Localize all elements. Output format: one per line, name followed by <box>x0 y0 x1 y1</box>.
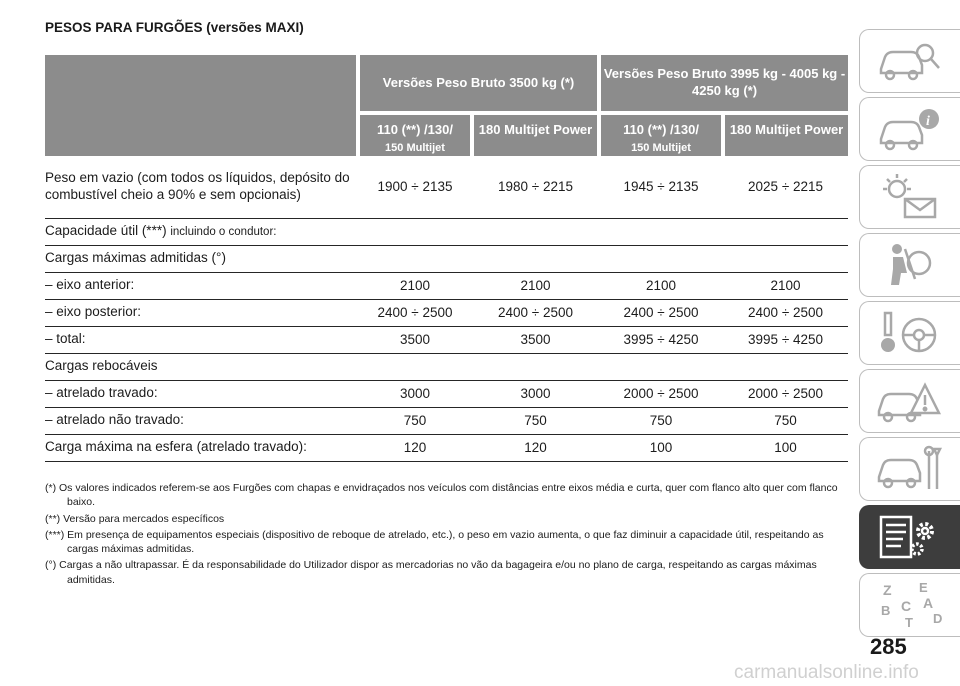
header-engine: 110 (**) /130/ 150 Multijet <box>358 113 472 156</box>
header-engine: 180 Multijet Power <box>723 113 848 156</box>
index-letter: E <box>919 580 928 595</box>
table-row <box>45 434 848 461</box>
cell-value: 2100 <box>472 272 599 299</box>
table-row <box>45 407 848 434</box>
table-row <box>45 218 848 245</box>
tab-technical-data[interactable] <box>859 505 960 569</box>
cell-value: 2100 <box>723 272 848 299</box>
footnotes <box>45 481 853 589</box>
key-steering-wheel-icon <box>875 307 945 359</box>
tab-maintenance[interactable] <box>859 437 960 501</box>
alphabetical-index-icon <box>875 579 945 631</box>
cell-value: 1980 ÷ 2215 <box>472 156 599 218</box>
cell-value: 2000 ÷ 2500 <box>599 380 723 407</box>
tab-alphabetical-index[interactable] <box>859 573 960 637</box>
cell-value: 3995 ÷ 4250 <box>599 326 723 353</box>
watermark: carmanualsonline.info <box>734 662 919 683</box>
cell-value: 750 <box>358 407 472 434</box>
table-row <box>45 245 848 272</box>
row-label: – eixo anterior: <box>45 272 358 299</box>
tab-warning-lights[interactable] <box>859 165 960 229</box>
table-row <box>45 353 848 380</box>
tab-emergency[interactable] <box>859 369 960 433</box>
footnote: (*) Os valores indicados referem-se aos Furgões com chapas e envidraçados nos veículos com distâncias entre eixos média e curta, quer com flanco alto quer com flanco baixo. <box>45 482 838 509</box>
tab-car-search[interactable] <box>859 29 960 93</box>
page-title: PESOS PARA FURGÕES (versões MAXI) <box>45 20 304 35</box>
header-group-3995: Versões Peso Bruto 3995 kg - 4005 kg - 4250 kg (*) <box>599 55 848 113</box>
header-blank-cell <box>45 55 358 156</box>
row-label: Carga máxima na esfera (atrelado travado): <box>45 434 358 461</box>
footnote: (***) Em presença de equipamentos especiais (dispositivo de reboque de atrelado, etc.), o peso em vazio aumenta, o que faz diminuir a capacidade útil, respeitando as cargas máximas admitidas. <box>45 528 824 556</box>
cell-value: 3000 <box>472 380 599 407</box>
tab-safety[interactable] <box>859 233 960 297</box>
cell-value: 2000 ÷ 2500 <box>723 380 848 407</box>
svg-text:i: i <box>926 114 930 129</box>
cell-value: 750 <box>472 407 599 434</box>
cell-value: 750 <box>723 407 848 434</box>
warning-lights-mail-icon <box>875 171 945 223</box>
table-row <box>45 156 848 218</box>
cell-value: 100 <box>723 434 848 461</box>
cell-value: 120 <box>472 434 599 461</box>
header-engine: 180 Multijet Power <box>472 113 599 156</box>
index-letter: B <box>881 603 891 618</box>
chapter-tabs <box>859 29 960 641</box>
car-info-icon <box>875 103 945 155</box>
index-letter: C <box>901 598 912 614</box>
cell-value: 2400 ÷ 2500 <box>472 299 599 326</box>
row-label: – total: <box>45 326 358 353</box>
cell-value: 750 <box>599 407 723 434</box>
cell-value: 2400 ÷ 2500 <box>723 299 848 326</box>
table-row <box>45 326 848 353</box>
cell-value: 3500 <box>472 326 599 353</box>
page-number: 285 <box>870 634 907 659</box>
weights-table <box>45 55 848 462</box>
index-letter: T <box>905 615 913 630</box>
header-engine: 110 (**) /130/ 150 Multijet <box>599 113 723 156</box>
tab-starting-driving[interactable] <box>859 301 960 365</box>
car-search-icon <box>875 35 945 87</box>
cell-value: 1900 ÷ 2135 <box>358 156 472 218</box>
index-letter: Z <box>883 582 892 598</box>
table-row <box>45 272 848 299</box>
footnote: (**) Versão para mercados específicos <box>45 512 225 525</box>
cell-value: 3000 <box>358 380 472 407</box>
cell-value: 2100 <box>599 272 723 299</box>
index-letter: A <box>923 595 934 611</box>
row-label: Cargas rebocáveis <box>45 353 848 380</box>
cell-value: 1945 ÷ 2135 <box>599 156 723 218</box>
table-row <box>45 380 848 407</box>
cell-value: 2400 ÷ 2500 <box>599 299 723 326</box>
car-breakdown-warning-icon <box>875 375 945 427</box>
row-label: – atrelado travado: <box>45 380 358 407</box>
cell-value: 100 <box>599 434 723 461</box>
row-label: – atrelado não travado: <box>45 407 358 434</box>
row-label: Peso em vazio (com todos os líquidos, depósito do combustível cheio a 90% e sem opcionais) <box>45 156 358 218</box>
row-label: Cargas máximas admitidas (°) <box>45 245 848 272</box>
header-group-3500: Versões Peso Bruto 3500 kg (*) <box>358 55 599 113</box>
cell-value: 120 <box>358 434 472 461</box>
airbag-passenger-icon <box>875 239 945 291</box>
technical-data-gears-icon <box>875 511 945 563</box>
cell-value: 3995 ÷ 4250 <box>723 326 848 353</box>
table-row <box>45 299 848 326</box>
cell-value: 2400 ÷ 2500 <box>358 299 472 326</box>
row-label: – eixo posterior: <box>45 299 358 326</box>
cell-value: 3500 <box>358 326 472 353</box>
footnote: (°) Cargas a não ultrapassar. É da responsabilidade do Utilizador dispor as mercadorias no vão da bagageira e/ou no plano de carga, respeitando as cargas máximas admitidas. <box>45 559 817 586</box>
cell-value: 2100 <box>358 272 472 299</box>
row-label: Capacidade útil (***) incluindo o condutor: <box>45 218 848 245</box>
car-maintenance-tools-icon <box>875 443 945 495</box>
tab-car-info[interactable] <box>859 97 960 161</box>
index-letter: D <box>933 611 943 626</box>
cell-value: 2025 ÷ 2215 <box>723 156 848 218</box>
